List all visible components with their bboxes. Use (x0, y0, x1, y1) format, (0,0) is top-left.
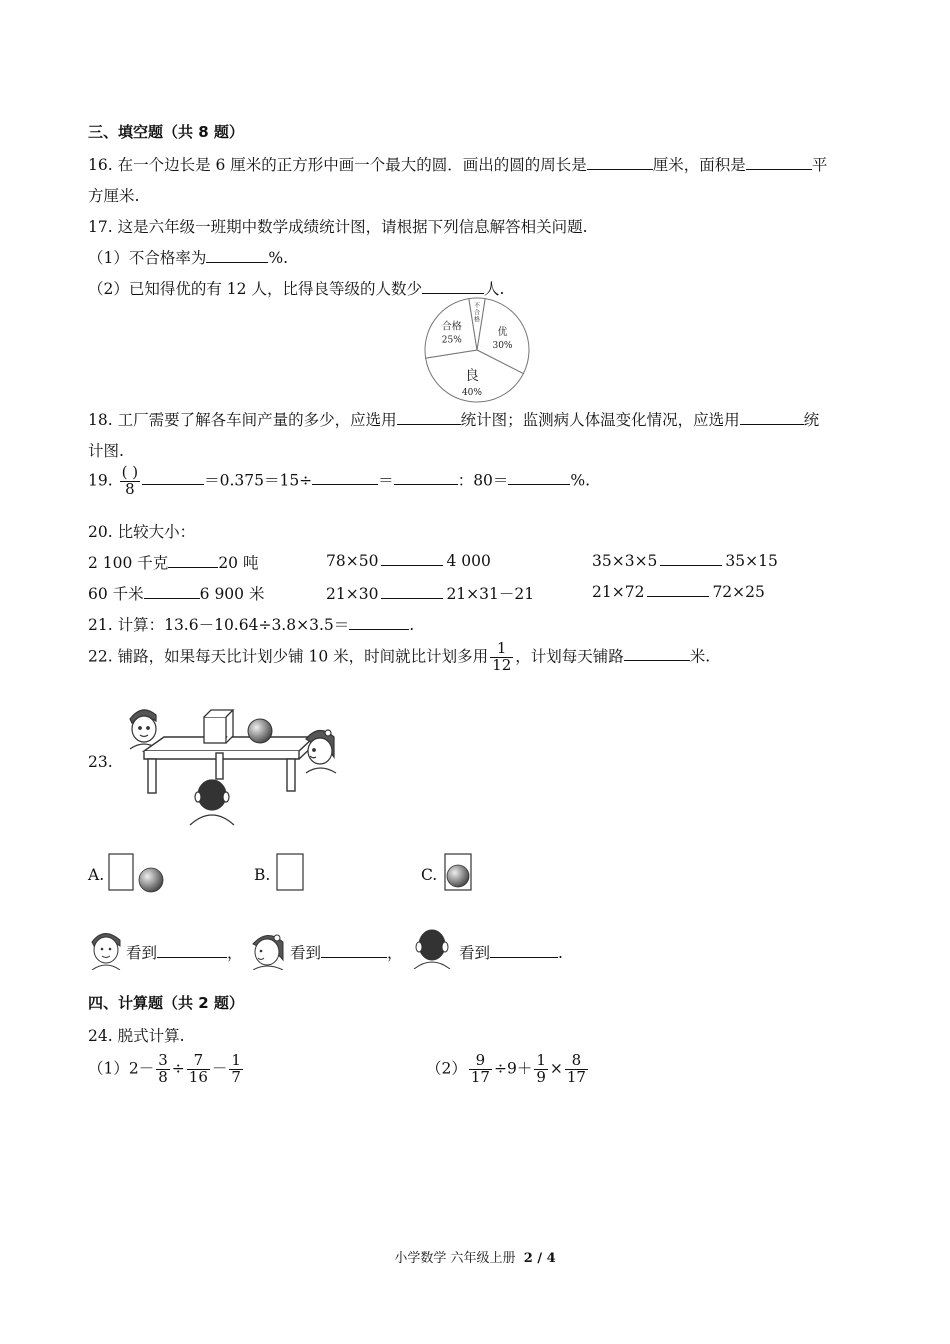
page-number: 2 / 4 (523, 1251, 556, 1266)
q17-part2: （2）已知得优的有 12 人，比得良等级的人数少 人. (88, 280, 505, 298)
question-21: 21. 计算：13.6－10.64÷3.8×3.5＝ . (88, 616, 415, 634)
q20-r2c3: 21×72 72×25 (592, 583, 765, 601)
pie-value-1: 40% (461, 387, 482, 398)
q20-r1c1: 2 100 千克 20 吨 (88, 554, 259, 572)
option-c-label: C. (421, 866, 438, 884)
question-17: 17. 这是六年级一班期中数学成绩统计图，请根据下列信息解答相关问题. (88, 218, 588, 236)
q19-fraction: $\frac{( )}{8}$ (121, 463, 139, 498)
q18-blank-1 (397, 410, 461, 425)
pie-label-2: 合格 (441, 321, 462, 333)
q16-blank-area (746, 155, 812, 170)
q19-blank-2 (312, 470, 378, 485)
q17-part1: （1）不合格率为 %. (88, 249, 289, 267)
option-c-figure (444, 853, 474, 893)
question-20: 20. 比较大小： (88, 523, 196, 541)
q16-unit1: 厘米，面积是 (652, 156, 746, 174)
q19-blank-4 (508, 470, 570, 485)
grade-pie-chart (422, 295, 532, 405)
pie-value-0: 30% (492, 341, 513, 352)
q16-unit2: 平 (811, 156, 828, 174)
girl-face-icon (249, 928, 289, 970)
question-19: 19. $\frac{( )}{8}$ ＝0.375＝15÷ ＝ ：80＝ %. (88, 463, 591, 498)
q20-r2c1: 60 千米 6 900 米 (88, 585, 265, 603)
q24-part1: （1）2－ $\frac{3}{8}$ ÷ $\frac{7}{16}$ － $\frac{1}{7}$ (88, 1051, 241, 1086)
question-22: 22. 铺路，如果每天比计划少铺 10 米，时间就比计划多用 $\frac{1}{12}$ ，计划每天铺路 米. (88, 639, 711, 674)
pie-value-2: 25% (441, 335, 462, 346)
q20-r1c2: 78×50 4 000 (326, 552, 491, 570)
q20-r1c3: 35×3×5 35×15 (592, 552, 778, 570)
page-footer: 小学数学 六年级上册 2 / 4 (394, 1251, 556, 1266)
q17-blank-2 (422, 279, 484, 294)
question-24: 24. 脱式计算. (88, 1027, 185, 1045)
question-16 (88, 153, 827, 175)
q23-saw-2: 看到 ， (290, 944, 403, 962)
q22-blank (624, 646, 690, 661)
option-a-label: A. (88, 866, 105, 884)
pie-label-3-2: 格 (473, 316, 481, 324)
pie-label-0: 优 (497, 327, 508, 339)
pie-label-3-0: 不 (473, 302, 481, 310)
option-b-figure (276, 853, 306, 893)
q24-part2: （2） $\frac{9}{17}$ ÷9＋ $\frac{1}{9}$ × $\frac{8}{17}$ (426, 1051, 586, 1086)
q18-blank-2 (740, 410, 804, 425)
option-b-label: B. (254, 866, 271, 884)
q19-blank-3 (394, 470, 458, 485)
q16-blank-circumference (587, 155, 653, 170)
q16-text: 16. 在一个边长是 6 厘米的正方形中画一个最大的圆．画出的圆的周长是 (88, 156, 587, 174)
boy-back-icon (412, 927, 452, 969)
pie-label-3-1: 合 (473, 309, 481, 317)
table-scene-illustration (124, 701, 339, 826)
q23-blank-1 (157, 943, 227, 958)
q22-fraction: $\frac{1}{12}$ (492, 639, 512, 674)
q23-blank-3 (490, 943, 558, 958)
question-18: 18. 工厂需要了解各车间产量的多少，应选用 统计图；监测病人体温变化情况，应选用 统 (88, 411, 820, 429)
q17-blank-1 (206, 248, 268, 263)
q19-blank-1 (142, 470, 204, 485)
section-3-title: 三、填空题（共 8 题） (88, 123, 244, 141)
q20-r2c2: 21×30 21×31－21 (326, 585, 535, 603)
section-4-title: 四、计算题（共 2 题） (88, 994, 244, 1012)
q18-line2: 计图. (88, 442, 124, 460)
q23-saw-3: 看到 . (459, 944, 563, 962)
option-a-figure (108, 853, 168, 893)
q16-line2: 方厘米. (88, 187, 140, 205)
pie-label-1: 良 (464, 367, 479, 384)
q23-blank-2 (321, 943, 387, 958)
q23-saw-1: 看到 ， (126, 944, 243, 962)
boy-face-icon (88, 928, 124, 970)
question-23-label: 23. (88, 753, 113, 771)
q21-blank (349, 615, 409, 630)
